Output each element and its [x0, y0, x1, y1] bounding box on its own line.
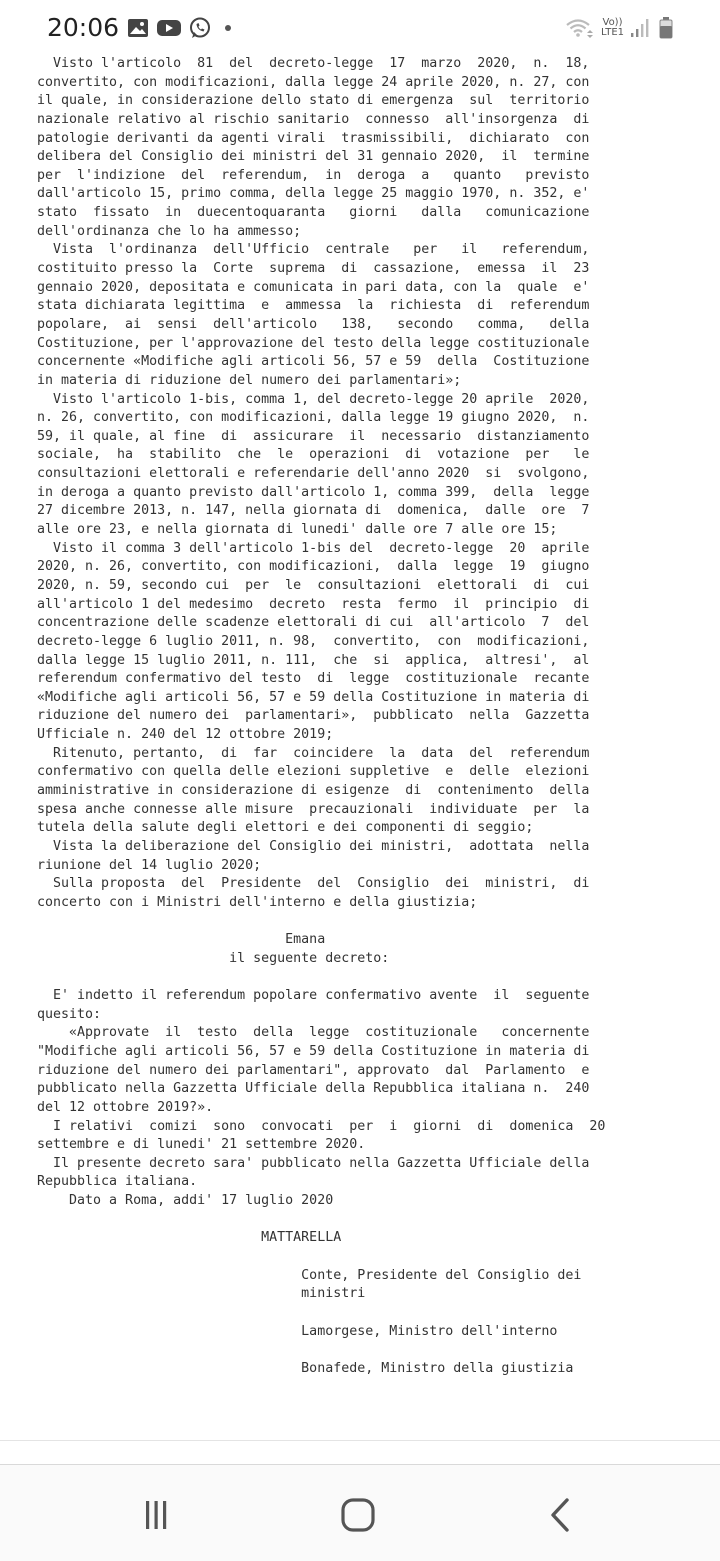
text-line: 59, il quale, al fine di assicurare il necessario distanziamento: [37, 428, 590, 444]
youtube-icon: [156, 18, 182, 38]
text-line: il quale, in considerazione dello stato di emergenza sul territorio: [37, 93, 590, 109]
whatsapp-icon: [189, 17, 211, 39]
text-line: "Modifiche agli articoli 56, 57 e 59 della Costituzione in materia di: [37, 1043, 590, 1059]
text-line: riunione del 14 luglio 2020;: [37, 857, 262, 873]
text-line: I relativi comizi sono convocati per i giorni di domenica 20: [37, 1118, 606, 1134]
home-icon: [338, 1495, 378, 1535]
text-line: amministrative in considerazione di esigenze di contenimento della: [37, 782, 590, 798]
text-line: concerto con i Ministri dell'interno e della giustizia;: [37, 894, 478, 910]
text-line: confermativo con quella delle elezioni suppletive e delle elezioni: [37, 764, 590, 780]
home-button[interactable]: [336, 1495, 380, 1535]
text-line: Visto l'articolo 81 del decreto-legge 17 marzo 2020, n. 18,: [37, 56, 590, 71]
text-line: del 12 ottobre 2019?».: [37, 1099, 214, 1115]
text-line: dall'articolo 15, primo comma, della legge 25 maggio 1970, n. 352, e': [37, 186, 590, 202]
text-line: il seguente decreto:: [37, 950, 390, 966]
text-line: popolare, ai sensi dell'articolo 138, secondo comma, della: [37, 316, 590, 332]
text-line: Conte, Presidente del Consiglio dei: [37, 1267, 582, 1283]
text-line: 2020, n. 26, convertito, con modificazioni, dalla legge 19 giugno: [37, 559, 590, 575]
text-line: [37, 1211, 697, 1230]
system-status-icons: [565, 16, 674, 40]
status-time: 20:06: [47, 13, 120, 42]
text-line: concentrazione delle scadenze elettorali di cui all'articolo 7 del: [37, 615, 590, 631]
signal-icon: [630, 18, 652, 38]
text-line: decreto-legge 6 luglio 2011, n. 98, convertito, con modificazioni,: [37, 633, 590, 649]
text-line: Bonafede, Ministro della giustizia: [37, 1360, 574, 1376]
text-line: Costituzione, per l'approvazione del testo della legge costituzionale: [37, 335, 590, 351]
text-line: Dato a Roma, addi' 17 luglio 2020: [37, 1193, 334, 1209]
back-button[interactable]: [538, 1495, 582, 1535]
text-line: Vista l'ordinanza dell'Ufficio centrale per il referendum,: [37, 242, 590, 258]
text-line: 2020, n. 59, secondo cui per le consultazioni elettorali di cui: [37, 577, 590, 593]
text-line: [37, 1248, 697, 1267]
text-line: stata dichiarata legittima e ammessa la richiesta di referendum: [37, 298, 590, 314]
text-line: riduzione del numero dei parlamentari", approvato dal Parlamento e: [37, 1062, 590, 1078]
battery-icon: [658, 16, 674, 40]
text-line: all'articolo 1 del medesimo decreto resta fermo il principio di: [37, 596, 590, 612]
text-line: Ritenuto, pertanto, di far coincidere la data del referendum: [37, 745, 590, 761]
text-line: Ufficiale n. 240 del 12 ottobre 2019;: [37, 727, 334, 743]
network-label: [601, 18, 624, 38]
text-line: «Approvate il testo della legge costituzionale concernente: [37, 1025, 590, 1041]
text-line: convertito, con modificazioni, dalla legge 24 aprile 2020, n. 27, con: [37, 74, 590, 90]
text-line: Visto il comma 3 dell'articolo 1-bis del decreto-legge 20 aprile: [37, 540, 590, 556]
text-line: Emana: [37, 932, 326, 948]
text-line: in materia di riduzione del numero dei parlamentari»;: [37, 372, 462, 388]
recent-apps-icon: [139, 1498, 173, 1532]
text-line: concernente «Modifiche agli articoli 56, 57 e 59 della Costituzione: [37, 354, 590, 370]
text-line: Repubblica italiana.: [37, 1174, 198, 1190]
text-line: Il presente decreto sara' pubblicato nella Gazzetta Ufficiale della: [37, 1155, 590, 1171]
text-line: nazionale relativo al rischio sanitario connesso all'insorgenza di: [37, 111, 590, 127]
text-line: dell'ordinanza che lo ha ammesso;: [37, 223, 302, 239]
wifi-icon: [565, 17, 595, 39]
text-line: tutela della salute degli elettori e dei componenti di seggio;: [37, 820, 534, 836]
text-line: stato fissato in duecentoquaranta giorni dalla comunicazione: [37, 205, 590, 221]
text-line: [37, 1304, 697, 1323]
text-line: referendum confermativo del testo di legge costituzionale recante: [37, 671, 590, 687]
notification-icons: [127, 17, 234, 39]
text-line: Visto l'articolo 1-bis, comma 1, del decreto-legge 20 aprile 2020,: [37, 391, 590, 407]
text-line: [37, 912, 697, 931]
status-bar: [0, 0, 720, 56]
text-line: gennaio 2020, depositata e comunicata in pari data, con la quale e': [37, 279, 590, 295]
text-line: consultazioni elettorali e referendarie dell'anno 2020 si svolgono,: [37, 466, 590, 482]
text-line: costituito presso la Corte suprema di cassazione, emessa il 23: [37, 261, 590, 277]
text-line: quesito:: [37, 1006, 102, 1022]
text-line: settembre e di lunedi' 21 settembre 2020.: [37, 1137, 366, 1153]
text-line: «Modifiche agli articoli 56, 57 e 59 della Costituzione in materia di: [37, 689, 590, 705]
text-line: 27 dicembre 2013, n. 147, nella giornata di domenica, dalle ore 7: [37, 503, 590, 519]
text-line: ministri: [37, 1286, 366, 1302]
gallery-icon: [127, 18, 149, 38]
volte-label: Vo)): [602, 17, 623, 28]
content-divider: [0, 1440, 720, 1441]
text-line: in deroga a quanto previsto dall'articolo 1, comma 399, della legge: [37, 484, 590, 500]
text-line: patologie derivanti da agenti virali trasmissibili, dichiarato con: [37, 130, 590, 146]
dot-icon: [218, 22, 234, 34]
back-icon: [543, 1496, 577, 1534]
text-line: sociale, ha stabilito che le operazioni di votazione per le: [37, 447, 590, 463]
navigation-bar: [0, 1464, 720, 1561]
text-line: riduzione del numero dei parlamentari», pubblicato nella Gazzetta: [37, 708, 590, 724]
text-line: dalla legge 15 luglio 2011, n. 111, che si applica, altresi', al: [37, 652, 590, 668]
text-line: Lamorgese, Ministro dell'interno: [37, 1323, 558, 1339]
decree-text: [37, 55, 697, 1378]
text-line: n. 26, convertito, con modificazioni, dalla legge 19 giugno 2020, n.: [37, 410, 590, 426]
text-line: MATTARELLA: [37, 1230, 342, 1246]
text-line: per l'indizione del referendum, in deroga a quanto previsto: [37, 167, 590, 183]
recent-apps-button[interactable]: [134, 1495, 178, 1535]
text-line: Vista la deliberazione del Consiglio dei ministri, adottata nella: [37, 838, 590, 854]
text-line: Sulla proposta del Presidente del Consiglio dei ministri, di: [37, 876, 590, 892]
lte-label: LTE1: [601, 27, 624, 38]
text-line: [37, 968, 697, 987]
text-line: delibera del Consiglio dei ministri del 31 gennaio 2020, il termine: [37, 149, 590, 165]
text-line: alle ore 23, e nella giornata di lunedi' dalle ore 7 alle ore 15;: [37, 522, 558, 538]
text-line: pubblicato nella Gazzetta Ufficiale della Repubblica italiana n. 240: [37, 1081, 590, 1097]
text-line: [37, 1341, 697, 1360]
text-line: E' indetto il referendum popolare confermativo avente il seguente: [37, 988, 590, 1004]
text-line: spesa anche connesse alle misure precauzionali individuate per la: [37, 801, 590, 817]
